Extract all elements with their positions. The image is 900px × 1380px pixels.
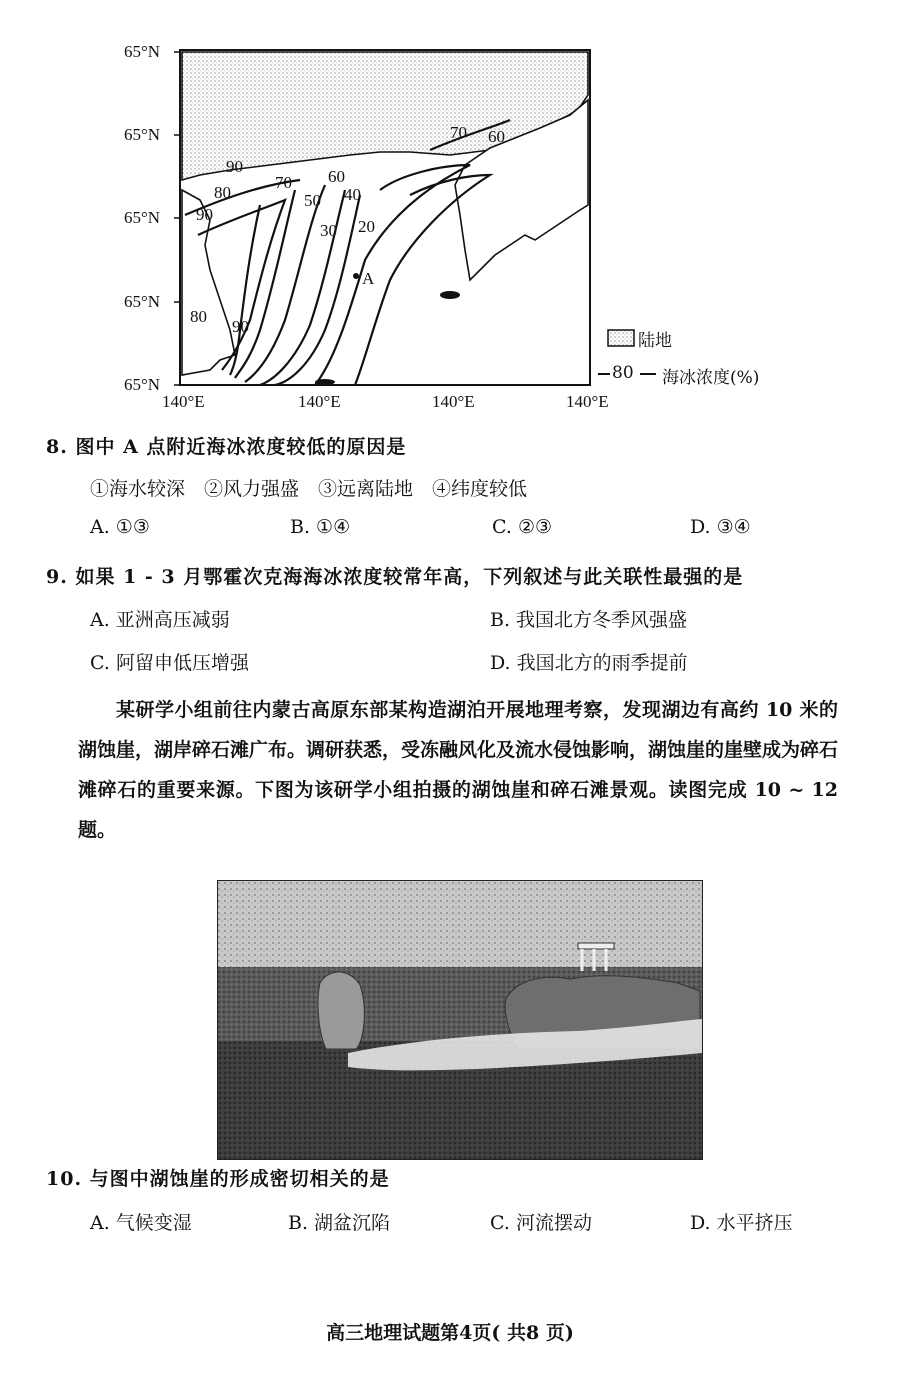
lat-label: 65°N <box>124 375 161 394</box>
lake-cliff-photo <box>217 880 703 1160</box>
lat-label: 65°N <box>124 42 161 61</box>
lat-label: 65°N <box>124 208 161 227</box>
lat-label: 65°N <box>124 125 161 144</box>
contour-label: 60 <box>488 127 505 146</box>
q9-option-c[interactable]: C. 阿留申低压增强 <box>90 652 249 674</box>
q8-option-c[interactable]: C. ②③ <box>492 516 553 538</box>
q9-stem: 9. 如果 1 - 3 月鄂霍次克海海冰浓度较常年高，下列叙述与此关联性最强的是 <box>46 566 744 588</box>
q10-option-d[interactable]: D. 水平挤压 <box>690 1212 793 1234</box>
lon-label: 140°E <box>298 392 341 411</box>
contour-label: 80 <box>214 183 231 202</box>
contour-label: 70 <box>450 123 467 142</box>
page-footer: 高三地理试题第4页( 共8 页) <box>326 1322 574 1344</box>
contour-label: 30 <box>320 221 337 240</box>
contour-label: 90 <box>196 205 213 224</box>
q9-option-d[interactable]: D. 我国北方的雨季提前 <box>490 652 688 674</box>
q8-option-a[interactable]: A. ①③ <box>90 516 150 538</box>
contour-label: 40 <box>344 185 361 204</box>
sea-ice-map <box>110 40 810 420</box>
q8-items: ①海水较深 ②风力强盛 ③远离陆地 ④纬度较低 <box>90 478 528 500</box>
contour-label: 90 <box>232 317 249 336</box>
q8-stem: 8. 图中 A 点附近海冰浓度较低的原因是 <box>46 436 407 458</box>
q8-option-b[interactable]: B. ①④ <box>290 516 351 538</box>
point-a-dot <box>353 273 359 279</box>
point-a-label: A <box>362 269 375 288</box>
contour-label: 20 <box>358 217 375 236</box>
legend-line-label: 海冰浓度(%) <box>662 368 760 388</box>
contour-label: 90 <box>226 157 243 176</box>
lon-label: 140°E <box>566 392 609 411</box>
contour-label: 50 <box>304 191 321 210</box>
legend-land-label: 陆地 <box>638 331 672 351</box>
q9-option-b[interactable]: B. 我国北方冬季风强盛 <box>490 609 688 631</box>
q10-option-a[interactable]: A. 气候变湿 <box>90 1212 192 1234</box>
contour-label: 70 <box>275 173 292 192</box>
island <box>440 291 460 299</box>
q10-stem: 10. 与图中湖蚀崖的形成密切相关的是 <box>46 1168 390 1190</box>
passage: 某研学小组前往内蒙古高原东部某构造湖泊开展地理考察，发现湖边有高约 10 米的湖蚀崖，湖岸碎石滩广布。调研获悉，受冻融风化及流水侵蚀影响，湖蚀崖的崖壁成为碎石滩碎石的重要来源。下图为该研学小组拍摄的湖蚀崖和碎石滩景观。读图完成 10 ~ 12 题。 <box>78 699 839 841</box>
q9-option-a[interactable]: A. 亚洲高压减弱 <box>90 609 230 631</box>
legend-land-swatch <box>608 330 634 346</box>
photo-drawing <box>218 881 702 1159</box>
q10-option-b[interactable]: B. 湖盆沉陷 <box>288 1212 391 1234</box>
lat-label: 65°N <box>124 292 161 311</box>
lon-label: 140°E <box>432 392 475 411</box>
legend-line-value: 80 <box>612 363 634 383</box>
contour-label: 60 <box>328 167 345 186</box>
contour-label: 80 <box>190 307 207 326</box>
q10-option-c[interactable]: C. 河流摆动 <box>490 1212 592 1234</box>
q8-option-d[interactable]: D. ③④ <box>690 516 751 538</box>
lon-label: 140°E <box>162 392 205 411</box>
